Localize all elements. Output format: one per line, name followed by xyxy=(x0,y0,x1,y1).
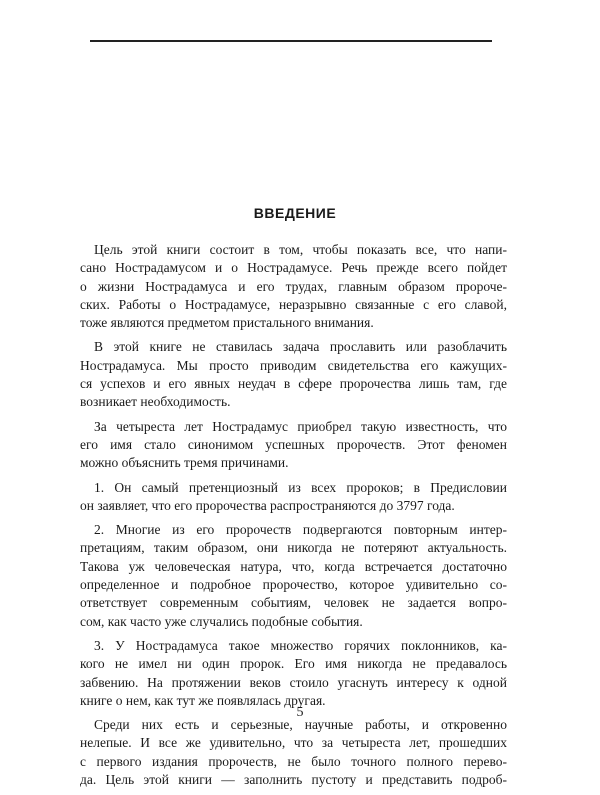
text-line: сом, как часто уже случались подобные события. xyxy=(80,613,363,629)
text-line: ответствует современным событиям, человек не задается вопро- xyxy=(80,595,507,611)
text-line: определенное и подробное пророчество, которое удивительно со- xyxy=(80,577,507,593)
text-line: кого не имел ни один пророк. Его имя никогда не предавалось xyxy=(80,656,507,672)
text-line: Нострадамуса. Мы просто приводим свидетельства его кажущих- xyxy=(80,357,507,373)
text-line: тоже являются предметом пристального внимания. xyxy=(80,315,374,331)
text-line: с первого издания пророчеств, не было точного полного перево- xyxy=(80,753,507,769)
paragraph xyxy=(80,716,507,789)
text-line: его имя стало синонимом успешных пророчеств. Этот феномен xyxy=(80,436,507,452)
text-line: о жизни Нострадамуса и его трудах, главным образом пророче- xyxy=(80,278,507,294)
paragraph xyxy=(80,479,507,516)
paragraph xyxy=(80,637,507,710)
text-line: За четыреста лет Нострадамус приобрел такую известность, что xyxy=(94,418,507,434)
text-line: ских. Работы о Нострадамусе, неразрывно связанные с его славой, xyxy=(80,296,507,312)
text-line: да. Цель этой книги — заполнить пустоту и представить подроб- xyxy=(80,772,507,788)
text-line: 2. Многие из его пророчеств подвергаются повторным интер- xyxy=(94,522,507,538)
text-line: книге о нем, как тут же появлялась другая. xyxy=(80,692,326,708)
text-line: возникает необходимость. xyxy=(80,394,231,410)
paragraph xyxy=(80,521,507,631)
chapter-heading: ВВЕДЕНИЕ xyxy=(253,205,337,221)
text-line: нелепые. И все же удивительно, что за четыреста лет, прошедших xyxy=(80,735,507,751)
paragraph xyxy=(80,241,507,332)
text-line: претациям, таким образом, они никогда не потеряют актуальность. xyxy=(80,540,507,556)
text-line: Такова уж человеческая натура, что, когда встречается достаточно xyxy=(80,558,507,574)
text-line: Цель этой книги состоит в том, чтобы показать все, что напи- xyxy=(94,242,507,257)
text-line: 1. Он самый претенциозный из всех пророков; в Предисловии xyxy=(94,479,507,495)
text-line: 3. У Нострадамуса такое множество горячих поклонников, ка- xyxy=(94,637,507,653)
text-line: он заявляет, что его пророчества распространяются до 3797 года. xyxy=(80,497,455,513)
text-line: сано Нострадамусом и о Нострадамусе. Речь прежде всего пойдет xyxy=(80,260,507,276)
text-line: можно объяснить тремя причинами. xyxy=(80,455,289,471)
text-line: забвению. На протяжении веков стоило угаснуть интересу к одной xyxy=(80,674,507,690)
text-line: ся успехов и его явных неудач в сфере пророчества лишь там, где xyxy=(80,376,507,392)
text-line: Среди них есть и серьезные, научные работы, и откровенно xyxy=(94,717,507,733)
top-rule xyxy=(90,40,492,42)
paragraph xyxy=(80,338,507,411)
text-line: В этой книге не ставилась задача прославить или разоблачить xyxy=(94,339,507,355)
paragraph xyxy=(80,418,507,473)
page-number: 5 xyxy=(296,705,304,720)
